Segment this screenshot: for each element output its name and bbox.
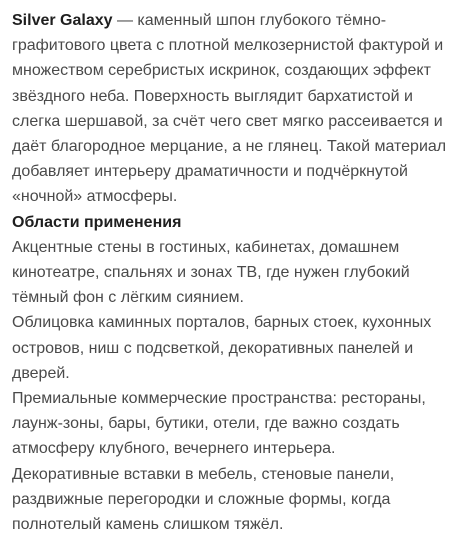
application-item: Премиальные коммерческие пространства: рестораны, лаунж-зоны, бары, бутики, отели, где важно создать атмосферу клубного, вечернего интерьера.: [12, 390, 426, 458]
intro-paragraph: [12, 8, 462, 210]
application-item: Акцентные стены в гостиных, кабинетах, домашнем кинотеатре, спальнях и зонах ТВ, где нужен глубокий тёмный фон с лёгким сиянием.: [12, 238, 410, 307]
product-name: Silver Galaxy: [12, 12, 113, 29]
application-item: Облицовка каминных порталов, барных стоек, кухонных островов, ниш с подсветкой, декоративных панелей и дверей.: [12, 314, 432, 382]
article: [12, 8, 462, 537]
intro-text: — каменный шпон глубокого тёмно-графитового цвета с плотной мелкозернистой фактурой и множеством серебристых искринок, создающих эффект звёздного неба. Поверхность выглядит бархатистой и слегка шершавой, за счёт чего свет мягко рассеивается и даёт благородное мерцание, а не глянец. Такой материал добавляет интерьеру драматичности и подчёркнутой «ночной» атмосферы.: [12, 12, 447, 206]
application-item: Декоративные вставки в мебель, стеновые панели, раздвижные перегородки и сложные формы, когда полнотелый камень слишком тяжёл.: [12, 465, 395, 534]
section-title: Области применения: [12, 213, 182, 231]
